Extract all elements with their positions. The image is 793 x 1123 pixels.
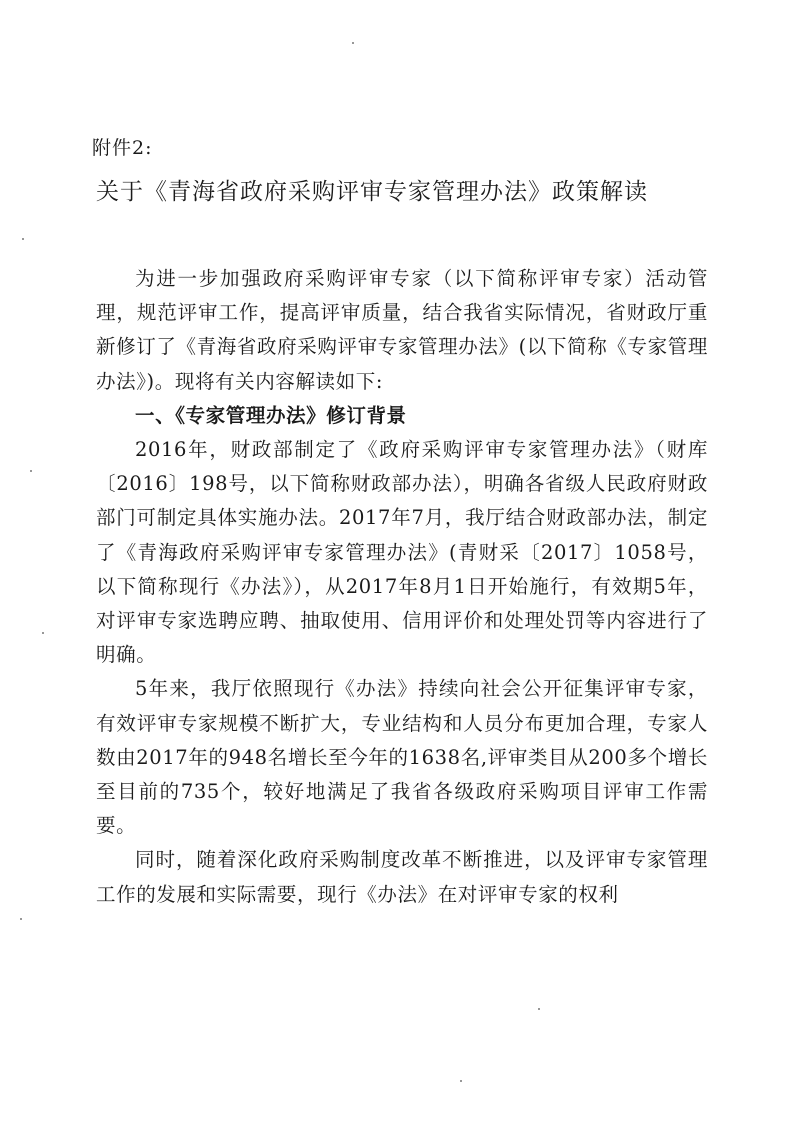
results-paragraph: 5年来，我厅依照现行《办法》持续向社会公开征集评审专家，有效评审专家规模不断扩大，专业结构和人员分布更加合理，专家人数由2017年的948名增长至今年的1638名,评审类目从200多个增长至目前的735个，较好地满足了我省各级政府采购项目评审工作需要。 [96, 677, 708, 838]
scan-speck [352, 42, 354, 44]
intro-paragraph: 为进一步加强政府采购评审专家（以下简称评审专家）活动管理，规范评审工作，提高评审质量，结合我省实际情况，省财政厅重新修订了《青海省政府采购评审专家管理办法》(以下简称《专家管理办法》)。现将有关内容解读如下: [96, 267, 708, 393]
document-body [96, 262, 708, 912]
reform-paragraph: 同时，随着深化政府采购制度改革不断推进，以及评审专家管理工作的发展和实际需要，现行《办法》在对评审专家的权利 [96, 848, 708, 906]
scan-speck [42, 632, 44, 634]
scan-speck [20, 918, 22, 920]
scan-speck [538, 1008, 540, 1010]
scan-speck [30, 470, 32, 472]
background-paragraph: 2016年，财政部制定了《政府采购评审专家管理办法》（财库〔2016〕198号，以下简称财政部办法），明确各省级人民政府财政部门可制定具体实施办法。2017年7月，我厅结合财政部办法，制定了《青海政府采购评审专家管理办法》(青财采〔2017〕1058号，以下简称现行《办法》），从2017年8月1日开始施行，有效期5年，对评审专家选聘应聘、抽取使用、信用评价和处理处罚等内容进行了明确。 [96, 438, 708, 667]
document-title: 关于《青海省政府采购评审专家管理办法》政策解读 [96, 179, 648, 205]
scan-speck [22, 238, 24, 240]
attachment-label: 附件2: [92, 137, 153, 159]
section-heading: 一、《专家管理办法》修订背景 [135, 403, 407, 427]
scan-speck [460, 1080, 462, 1082]
